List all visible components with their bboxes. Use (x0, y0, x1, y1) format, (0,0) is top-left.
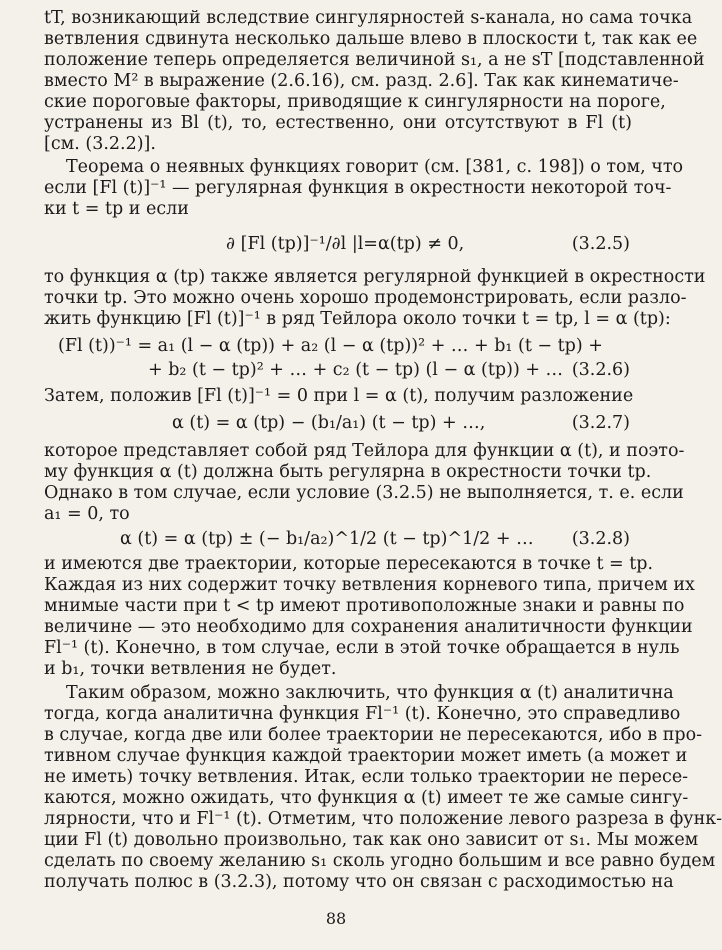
text-line: мнимые части при t < tp имеют противоположные знаки и равны по (44, 596, 685, 616)
text-line: тивном случае функция каждой траектории может иметь (а может и (44, 746, 688, 766)
text-line: устранены из Bl (t), то, естественно, они отсутствуют в Fl (t) (44, 113, 632, 133)
text-line: жить функцию [Fl (t)]⁻¹ в ряд Тейлора около точки t = tp, l = α (tp): (44, 309, 671, 329)
equation-3-2-5: ∂ [Fl (tp)]⁻¹/∂l |l=α(tp) ≠ 0, (226, 234, 465, 254)
text-line: не иметь) точку ветвления. Итак, если только траектории не пересе- (44, 767, 689, 787)
text-line: величине — это необходимо для сохранения аналитичности функции (44, 617, 693, 637)
text-line: Однако в том случае, если условие (3.2.5) не выполняется, т. е. если (44, 483, 684, 503)
text-line: то функция α (tp) также является регулярной функцией в окрестности (44, 267, 706, 287)
equation-number: (3.2.6) (571, 360, 630, 380)
equation-3-2-6-line1: (Fl (t))⁻¹ = a₁ (l − α (tp)) + a₂ (l − α (tp))² + … + b₁ (t − tp) + (58, 336, 603, 356)
text-line: в случае, когда две или более траектории не пересекаются, ибо в про- (44, 725, 703, 745)
equation-number: (3.2.7) (571, 413, 630, 433)
text-line: тогда, когда аналитична функция Fl⁻¹ (t). Конечно, это справедливо (44, 704, 681, 724)
text-line: лярности, что и Fl⁻¹ (t). Отметим, что положение левого разреза в функ- (44, 809, 722, 829)
text-line: tT, возникающий вследствие сингулярностей s-канала, но сама точка (44, 8, 693, 28)
text-line: [см. (3.2.2)]. (44, 134, 156, 154)
text-line: получать полюс в (3.2.3), потому что он связан с расходимостью на (44, 872, 674, 892)
paragraph-start: Таким образом, можно заключить, что функция α (t) аналитична (66, 683, 674, 703)
text-line: му функция α (t) должна быть регулярна в окрестности точки tp. (44, 462, 652, 482)
text-line: ветвления сдвинута несколько дальше влево в плоскости t, так как ее (44, 29, 698, 49)
text-line: если [Fl (t)]⁻¹ — регулярная функция в окрестности некоторой точ- (44, 178, 672, 198)
text-line: Fl⁻¹ (t). Конечно, в том случае, если в этой точке обращается в нуль (44, 638, 680, 658)
text-line: и имеются две траектории, которые пересекаются в точке t = tp. (44, 554, 654, 574)
text-line: и b₁, точки ветвления не будет. (44, 659, 337, 679)
equation-number: (3.2.8) (571, 529, 630, 549)
text-line: каются, можно ожидать, что функция α (t) имеет те же самые сингу- (44, 788, 689, 808)
equation-3-2-7: α (t) = α (tp) − (b₁/a₁) (t − tp) + …, (172, 413, 486, 433)
text-line: Затем, положив [Fl (t)]⁻¹ = 0 при l = α (t), получим разложение (44, 386, 634, 406)
text-line: ские пороговые факторы, приводящие к сингулярности на пороге, (44, 92, 666, 112)
text-line: вместо M² в выражение (2.6.16), см. разд. 2.6]. Так как кинематиче- (44, 71, 679, 91)
equation-3-2-6-line2: + b₂ (t − tp)² + … + c₂ (t − tp) (l − α (tp)) + … (148, 360, 564, 380)
equation-3-2-8: α (t) = α (tp) ± (− b₁/a₂)^1/2 (t − tp)^1/2 + … (120, 529, 534, 549)
text-line: ции Fl (t) довольно произвольно, так как оно зависит от s₁. Мы можем (44, 830, 699, 850)
paragraph-start: Теорема о неявных функциях говорит (см. [381, с. 198]) о том, что (66, 157, 684, 177)
text-line: которое представляет собой ряд Тейлора для функции α (t), и поэто- (44, 441, 685, 461)
text-line: Каждая из них содержит точку ветвления корневого типа, причем их (44, 575, 695, 595)
text-line: точки tp. Это можно очень хорошо продемонстрировать, если разло- (44, 288, 687, 308)
text-line: сделать по своему желанию s₁ сколь угодно большим и все равно будем (44, 851, 716, 871)
text-line: a₁ = 0, то (44, 504, 130, 524)
page-number: 88 (325, 909, 347, 928)
text-line: положение теперь определяется величиной s₁, а не sT [подставленной (44, 50, 705, 70)
equation-number: (3.2.5) (571, 234, 630, 254)
text-line: ки t = tp и если (44, 199, 189, 219)
